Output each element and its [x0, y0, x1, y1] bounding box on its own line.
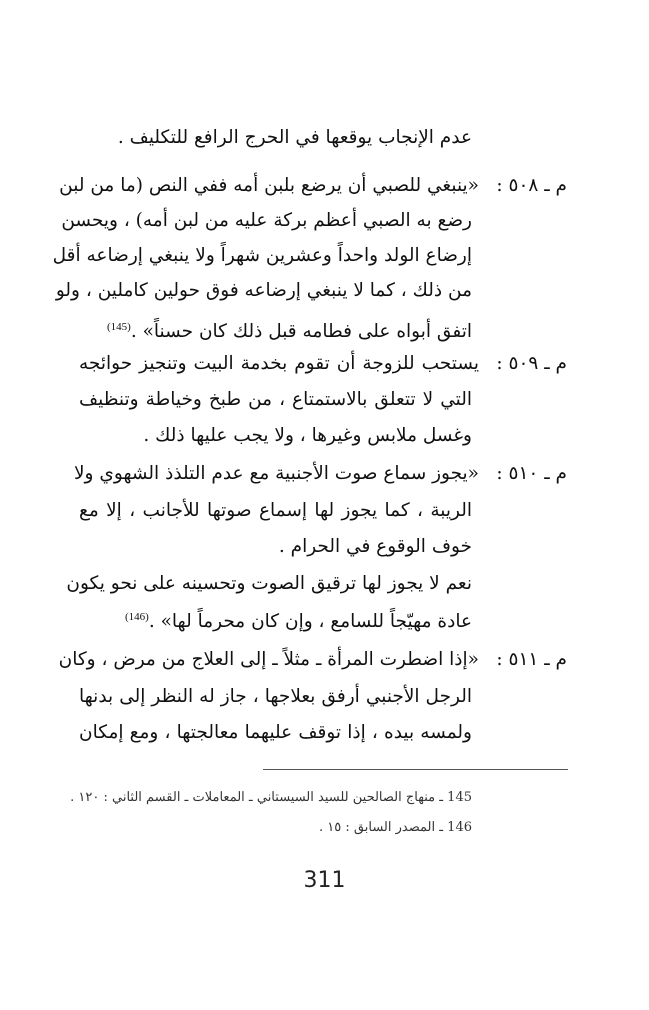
item-number: م ـ ٥٠٨ : — [496, 175, 567, 196]
item-line-last — [107, 312, 472, 342]
item-line: ولمسه بيده ، إذا توقف عليهما معالجتها ، ومع إمكان — [79, 722, 472, 743]
item-text: اتفق أبواه على فطامه قبل ذلك كان حسناً» . — [130, 321, 472, 343]
item-line: «يجوز سماع صوت الأجنبية مع عدم التلذذ الشهوي ولا — [73, 463, 479, 484]
item-line: «ينبغي للصبي أن يرضع بلبن أمه ففي النص (ما من لبن — [59, 175, 479, 196]
item-line: من ذلك ، كما لا ينبغي إرضاعه فوق حولين كاملين ، ولو — [55, 280, 472, 301]
item-text: عادة مهيّجاً للسامع ، وإن كان محرماً لها» . — [148, 611, 472, 633]
footnote: 146 ـ المصدر السابق : ١٥ . — [319, 820, 472, 835]
page-number: 311 — [303, 868, 346, 893]
item-line: وغسل ملابس وغيرها ، ولا يجب عليها ذلك . — [143, 425, 472, 446]
item-line: نعم لا يجوز لها ترقيق الصوت وتحسينه على نحو يكون — [66, 573, 472, 594]
item-line: رضع به الصبي أعظم بركة عليه من لبن أمه) ، ويحسن — [61, 210, 472, 231]
item-number: م ـ ٥١٠ : — [496, 463, 567, 484]
item-line-last — [125, 602, 472, 632]
intro-line: عدم الإنجاب يوقعها في الحرج الرافع للتكليف . — [117, 127, 472, 148]
item-line: التي لا تتعلق بالاستمتاع ، من طبخ وخياطة وتنظيف — [79, 389, 472, 410]
item-line: الريبة ، كما يجوز لها إسماع صوتها للأجانب ، إلا مع — [79, 500, 472, 521]
footnote: 145 ـ منهاج الصالحين للسيد السيستاني ـ المعاملات ـ القسم الثاني : ١٢٠ . — [70, 790, 472, 805]
footnote-divider — [263, 769, 568, 770]
footnote-ref[interactable]: (145) — [106, 321, 131, 333]
item-line: يستحب للزوجة أن تقوم بخدمة البيت وتنجيز حوائجه — [79, 353, 479, 374]
item-line: «إذا اضطرت المرأة ـ مثلاً ـ إلى العلاج من مرض ، وكان — [58, 649, 479, 670]
item-line: خوف الوقوع في الحرام . — [278, 536, 472, 557]
item-line: الرجل الأجنبي أرفق بعلاجها ، جاز له النظر إلى بدنها — [79, 686, 472, 707]
footnote-ref[interactable]: (146) — [124, 611, 149, 623]
item-number: م ـ ٥٠٩ : — [496, 353, 567, 374]
item-line: إرضاع الولد واحداً وعشرين شهراً ولا ينبغي إرضاعه أقل — [52, 245, 472, 266]
item-number: م ـ ٥١١ : — [496, 649, 567, 670]
